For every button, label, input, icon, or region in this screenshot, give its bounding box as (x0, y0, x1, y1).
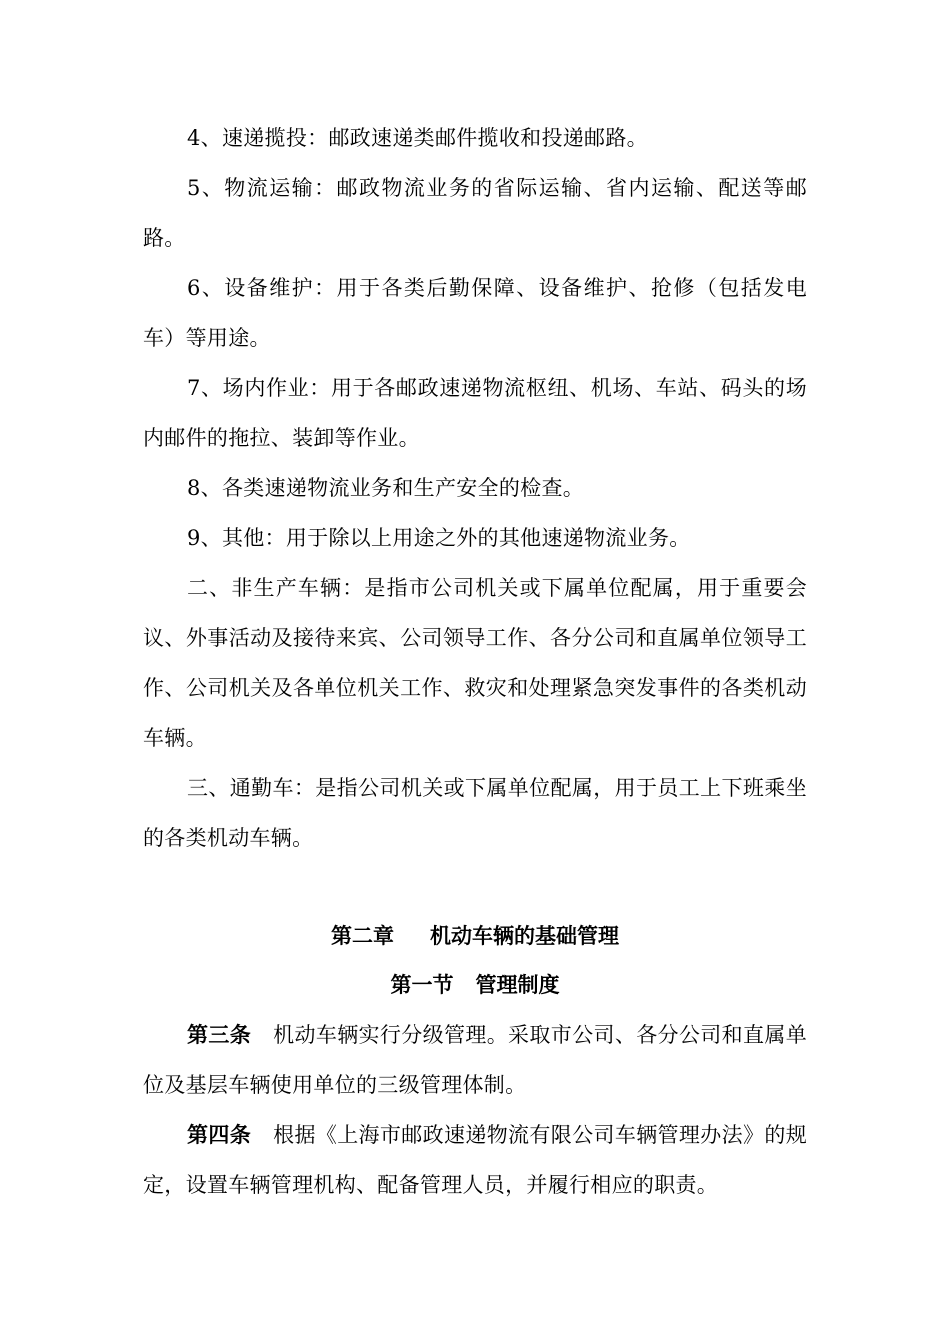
list-item-4: 4、速递揽投：邮政速递类邮件揽收和投递邮路。 (187, 126, 648, 150)
article-3 (143, 1010, 807, 1110)
article-4-label: 第四条 (187, 1123, 252, 1147)
chapter-heading (143, 921, 807, 951)
list-item-5: 5、物流运输：邮政物流业务的省际运输、省内运输、配送等邮路。 (143, 176, 807, 250)
section-heading (143, 970, 807, 1000)
section-number: 第一节 (390, 973, 454, 997)
list-item-7: 7、场内作业：用于各邮政速递物流枢纽、机场、车站、码头的场内邮件的拖拉、装卸等作业。 (143, 376, 807, 450)
list-item-9: 9、其他：用于除以上用途之外的其他速递物流业务。 (187, 526, 691, 550)
non-production-vehicles-paragraph: 二、非生产车辆：是指市公司机关或下属单位配属，用于重要会议、外事活动及接待来宾、公司领导工作、各分公司和直属单位领导工作、公司机关及各单位机关工作、救灾和处理紧急突发事件的各类机动车辆。 (143, 576, 807, 750)
article-3-text: 机动车辆实行分级管理。采取市公司、各分公司和直属单位及基层车辆使用单位的三级管理体制。 (143, 1023, 807, 1097)
commuter-vehicles-paragraph: 三、通勤车：是指公司机关或下属单位配属，用于员工上下班乘坐的各类机动车辆。 (143, 776, 807, 850)
list-item-8: 8、各类速递物流业务和生产安全的检查。 (187, 476, 585, 500)
chapter-number: 第二章 (331, 924, 394, 948)
article-4-text: 根据《上海市邮政速递物流有限公司车辆管理办法》的规定，设置车辆管理机构、配备管理人员，并履行相应的职责。 (143, 1123, 807, 1197)
article-3-label: 第三条 (187, 1023, 252, 1047)
chapter-title: 机动车辆的基础管理 (430, 924, 619, 948)
article-4 (143, 1110, 807, 1210)
list-item-6: 6、设备维护：用于各类后勤保障、设备维护、抢修（包括发电车）等用途。 (143, 276, 807, 350)
section-title: 管理制度 (475, 973, 560, 997)
